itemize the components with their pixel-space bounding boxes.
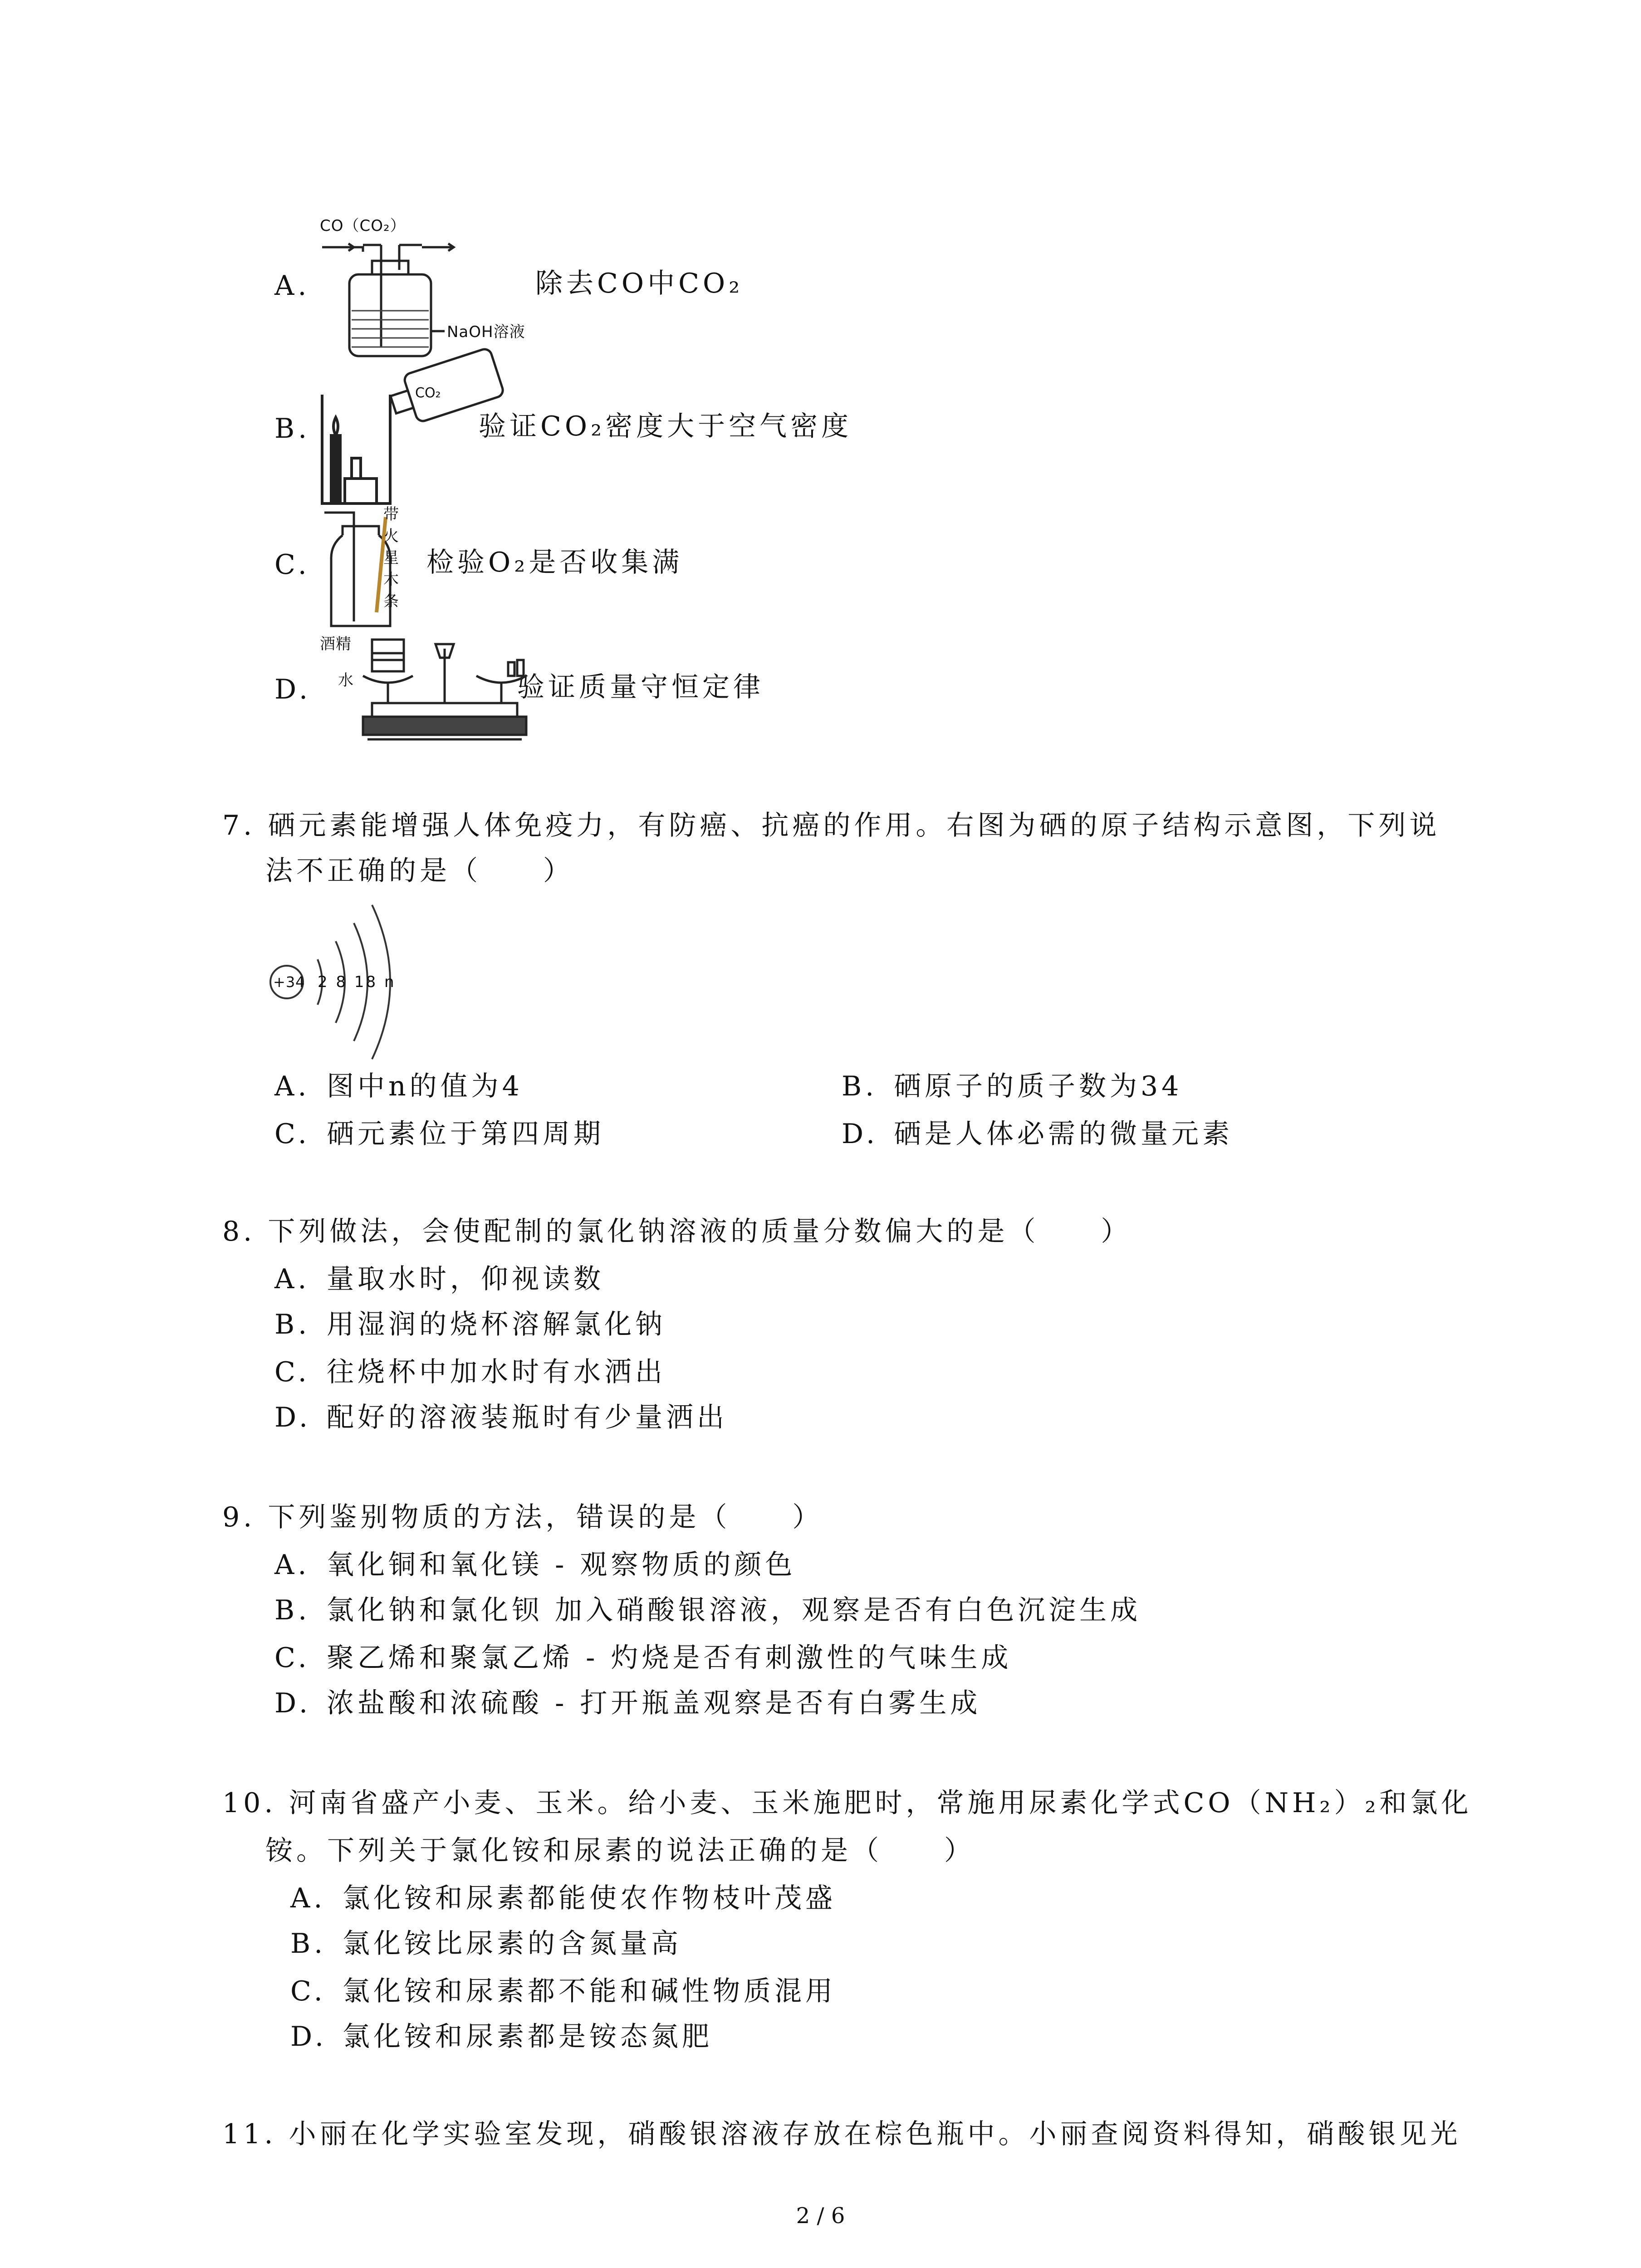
option-letter: C. xyxy=(274,549,310,581)
option-text: 氧化铜和氧化镁 - 观察物质的颜色 xyxy=(327,1549,796,1581)
figure-a-gas-label: CO（CO₂） xyxy=(320,217,406,235)
option-text: 量取水时，仰视读数 xyxy=(327,1263,604,1295)
option-letter: D. xyxy=(274,1687,312,1719)
nucleus-charge: +34 xyxy=(273,973,305,991)
balance-drawing xyxy=(363,635,535,748)
option-letter: D. xyxy=(274,674,312,705)
option-text: 聚乙烯和聚氯乙烯 - 灼烧是否有刺激性的气味生成 xyxy=(327,1642,1012,1674)
question-stem: 8. 下列做法，会使配制的氯化钠溶液的质量分数偏大的是（ ） xyxy=(222,1216,1132,1247)
option-text: 浓盐酸和浓硫酸 - 打开瓶盖观察是否有白雾生成 xyxy=(327,1687,981,1719)
option-text: 氯化铵和尿素都能使农作物枝叶茂盛 xyxy=(343,1882,836,1914)
option-letter: C. xyxy=(274,1118,310,1150)
option-text: 图中n的值为4 xyxy=(327,1070,523,1102)
option-text: 氯化铵和尿素都不能和碱性物质混用 xyxy=(343,1975,836,2007)
option-text: 往烧杯中加水时有水洒出 xyxy=(327,1356,666,1388)
option-letter: B. xyxy=(290,1928,327,1960)
option-letter: D. xyxy=(274,1402,312,1433)
figure-a-solution-label: NaOH溶液 xyxy=(447,323,525,341)
option-text: 硒原子的质子数为34 xyxy=(894,1070,1183,1102)
electron-counts: 2 8 18 n xyxy=(318,973,396,991)
question-stem: 10. 河南省盛产小麦、玉米。给小麦、玉米施肥时，常施用尿素化学式CO（NH₂）₂和氯化 xyxy=(222,1787,1472,1819)
option-letter: B. xyxy=(274,1309,311,1340)
figure-b-gas-label: CO₂ xyxy=(415,385,441,401)
option-text: 硒是人体必需的微量元素 xyxy=(894,1118,1233,1150)
option-text: 氯化铵比尿素的含氮量高 xyxy=(343,1928,682,1960)
option-letter: D. xyxy=(290,2021,328,2053)
page-number: 2 / 6 xyxy=(796,2203,845,2229)
option-letter: C. xyxy=(274,1642,310,1674)
option-letter: A. xyxy=(274,270,310,302)
question-stem: 9. 下列鉴别物质的方法，错误的是（ ） xyxy=(222,1501,823,1533)
option-text: 检验O₂是否收集满 xyxy=(426,547,683,578)
question-stem-continued: 法不正确的是（ ） xyxy=(265,855,574,887)
option-letter: C. xyxy=(290,1975,326,2007)
option-letter: A. xyxy=(274,1263,310,1295)
label-alcohol: 酒精 xyxy=(320,635,352,653)
question-stem: 11. 小丽在化学实验室发现，硝酸银溶液存放在棕色瓶中。小丽查阅资料得知，硝酸银见光 xyxy=(222,2118,1461,2150)
option-letter: C. xyxy=(274,1356,310,1388)
label-water: 水 xyxy=(338,671,354,689)
candle-beaker-drawing xyxy=(318,367,481,513)
option-letter: A. xyxy=(290,1882,326,1914)
option-text: 验证CO₂密度大于空气密度 xyxy=(479,411,852,442)
question-stem: 7. 硒元素能增强人体免疫力，有防癌、抗癌的作用。右图为硒的原子结构示意图，下列说 xyxy=(222,810,1440,841)
option-text: 用湿润的烧杯溶解氯化钠 xyxy=(327,1309,666,1340)
option-letter: D. xyxy=(842,1118,879,1150)
gas-washing-bottle-drawing xyxy=(318,234,454,370)
option-text: 配好的溶液装瓶时有少量洒出 xyxy=(327,1402,728,1433)
option-letter: A. xyxy=(274,1070,310,1102)
option-text: 验证质量守恒定律 xyxy=(517,671,764,703)
question-stem-continued: 铵。下列关于氯化铵和尿素的说法正确的是（ ） xyxy=(265,1835,975,1867)
option-text: 硒元素位于第四周期 xyxy=(327,1118,604,1150)
option-letter: B. xyxy=(842,1070,878,1102)
option-text: 氯化钠和氯化钡 加入硝酸银溶液，观察是否有白色沉淀生成 xyxy=(327,1594,1141,1626)
option-letter: A. xyxy=(274,1549,310,1581)
option-letter: B. xyxy=(274,1594,311,1626)
option-text: 除去CO中CO₂ xyxy=(535,268,744,299)
option-letter: B. xyxy=(274,413,311,445)
stick-label: 带 火 星 木 条 xyxy=(383,505,399,611)
option-text: 氯化铵和尿素都是铵态氮肥 xyxy=(343,2021,713,2053)
